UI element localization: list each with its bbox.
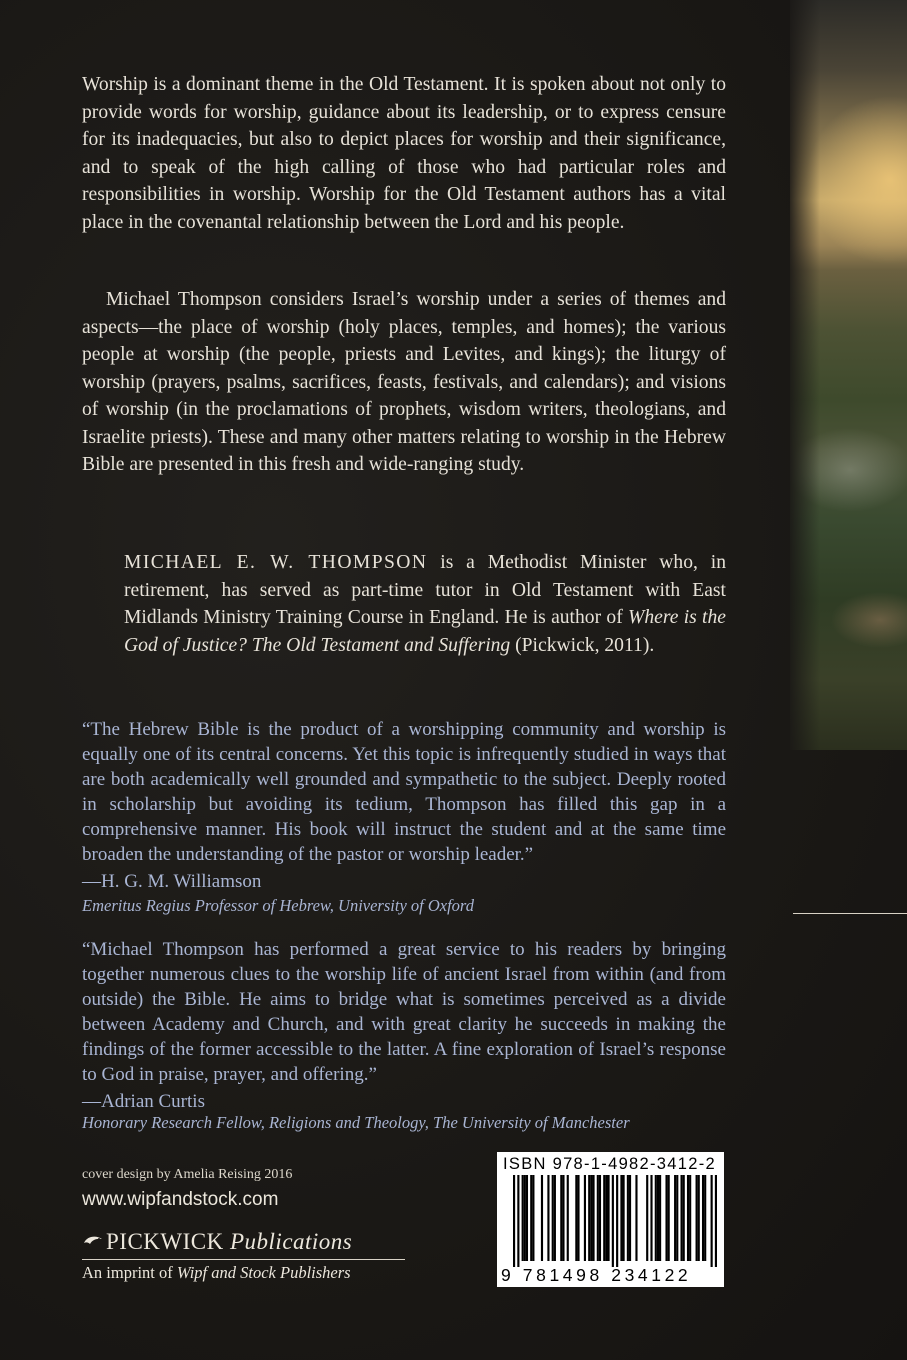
barcode-bar — [584, 1175, 586, 1261]
spine-divider-line — [793, 913, 907, 914]
barcode-bar — [592, 1175, 594, 1261]
barcode-bar — [659, 1175, 661, 1261]
publisher-rule — [82, 1259, 405, 1260]
barcode-bar — [513, 1175, 515, 1267]
description-paragraph-1: Worship is a dominant theme in the Old Testament. It is spoken about not only to provide words for worship, guidance about its leadership, or to express censure for its inadequacies, but also to depict places for worship and their significance, and to speak of the high calling of those who had particular roles and responsibilities in worship. Worship for the Old Testament authors has a vital place in the covenantal relationship between the Lord and his people. — [82, 74, 726, 233]
barcode-bar — [698, 1175, 700, 1261]
ean13-barcode — [513, 1175, 717, 1267]
barcode-bar — [665, 1175, 667, 1261]
endorsement-quote-1: “The Hebrew Bible is the product of a worshipping community and worship is equally one of its central concerns. Yet this topic is infrequently studied in ways that are both academically well grounded and sympathetic to the subject. Deeply rooted in scholarship but avoiding its tedium, Thompson has filled this gap in a comprehensive manner. His book will instruct the student and at the same time broaden the understanding of the pastor or worship leader.” — [82, 719, 726, 865]
photo-edge-fade — [790, 0, 820, 750]
barcode-bar — [552, 1175, 554, 1261]
barcode-bar — [680, 1175, 682, 1261]
endorsement-attribution-1: —H. G. M. Williamson — [82, 871, 262, 892]
barcode-bar — [603, 1175, 605, 1261]
barcode-bar — [655, 1175, 657, 1261]
description-paragraph-2: Michael Thompson considers Israel’s worship under a series of themes and aspects—the place of worship (holy places, temples, and homes); the various people at worship (the people, priests and Levites, and kings); the liturgy of worship (prayers, psalms, sacrifices, feasts, festivals, and calendars); and visions of worship (in the proclamations of prophets, wisdom writers, theologians, and Israelite priests). These and many other matters relating to worship in the Hebrew Bible are presented in this fresh and wide-ranging study. — [82, 289, 726, 475]
imprint-publisher-name: Wipf and Stock Publishers — [176, 1263, 351, 1282]
publisher-suffix: Publications — [229, 1229, 353, 1254]
author-name: MICHAEL E. W. THOMPSON — [124, 552, 428, 573]
barcode-bar — [687, 1175, 689, 1261]
barcode-bar — [676, 1175, 678, 1261]
barcode-bar — [612, 1175, 614, 1267]
barcode-bar — [588, 1175, 590, 1261]
endorsement-attribution-2: —Adrian Curtis — [82, 1091, 205, 1112]
barcode-digits: 9 781498 234122 — [501, 1265, 692, 1285]
barcode-bar — [597, 1175, 599, 1261]
barcode-bar — [674, 1175, 676, 1261]
author-bio-text: is a Methodist Minister who, in retirement, has served as part-time tutor in Old Testament with East Midlands Ministry Training Course in England. He is author of — [124, 552, 726, 628]
barcode-bar — [715, 1175, 717, 1267]
barcode-bar — [607, 1175, 609, 1261]
barcode-bar — [668, 1175, 670, 1261]
barcode-bar — [554, 1175, 556, 1261]
publisher-website-link[interactable]: www.wipfandstock.com — [82, 1189, 279, 1210]
barcode-bar — [689, 1175, 691, 1261]
barcode-bar — [517, 1175, 519, 1267]
barcode-bar — [522, 1175, 524, 1261]
barcode-bar — [526, 1175, 528, 1261]
author-bio — [124, 549, 726, 659]
endorsement-quote-2: “Michael Thompson has performed a great service to his readers by bringing together numerous clues to the worship life of ancient Israel from within (and from outside) the Bible. He aims to bridge what is sometimes perceived as a divide between Academy and Church, and with great clarity he succeeds in making the findings of the former accessible to the latter. A fine exploration of Israel’s response to God in praise, prayer, and offering.” — [82, 939, 726, 1085]
endorsement-affiliation-1: Emeritus Regius Professor of Hebrew, University of Oxford — [82, 896, 474, 915]
barcode-bar — [575, 1175, 577, 1261]
barcode-bar — [605, 1175, 607, 1261]
barcode-bar — [635, 1175, 637, 1261]
barcode-bar — [704, 1175, 706, 1261]
barcode-bar — [562, 1175, 564, 1261]
imprint-line — [82, 1263, 351, 1283]
barcode-bar — [577, 1175, 579, 1261]
isbn-barcode-box — [497, 1152, 724, 1287]
barcode-bar — [702, 1175, 704, 1261]
barcode-bar — [590, 1175, 592, 1261]
pickwick-bird-logo-icon — [82, 1233, 104, 1251]
barcode-bar — [541, 1175, 543, 1261]
cover-design-credit: cover design by Amelia Reising 2016 — [82, 1167, 293, 1182]
barcode-bar — [547, 1175, 549, 1261]
barcode-bar — [683, 1175, 685, 1261]
barcode-bar — [530, 1175, 532, 1261]
isbn-label: ISBN 978-1-4982-3412-2 — [503, 1155, 716, 1173]
barcode-bar — [532, 1175, 534, 1261]
publisher-name: PICKWICK — [106, 1229, 224, 1254]
barcode-bar — [696, 1175, 698, 1261]
barcode-bar — [629, 1175, 631, 1261]
barcode-bar — [650, 1175, 652, 1261]
imprint-prefix: An imprint of — [82, 1263, 177, 1282]
barcode-bar — [567, 1175, 569, 1261]
barcode-bar — [524, 1175, 526, 1261]
barcode-bar — [627, 1175, 629, 1261]
barcode-bar — [711, 1175, 713, 1267]
barcode-bar — [623, 1175, 625, 1261]
barcode-bar — [620, 1175, 622, 1261]
barcode-bar — [560, 1175, 562, 1261]
barcode-bar — [616, 1175, 618, 1267]
barcode-bar — [657, 1175, 659, 1261]
barcode-bar — [599, 1175, 601, 1261]
endorsement-affiliation-2: Honorary Research Fellow, Religions and Theology, The University of Manchester — [82, 1113, 630, 1132]
previous-book-title: Where is the God of Justice? The Old Testament and Suffering — [124, 607, 726, 656]
author-bio-text-end: (Pickwick, 2011). — [510, 634, 655, 656]
publisher-logo — [82, 1229, 352, 1255]
barcode-bar — [646, 1175, 648, 1261]
